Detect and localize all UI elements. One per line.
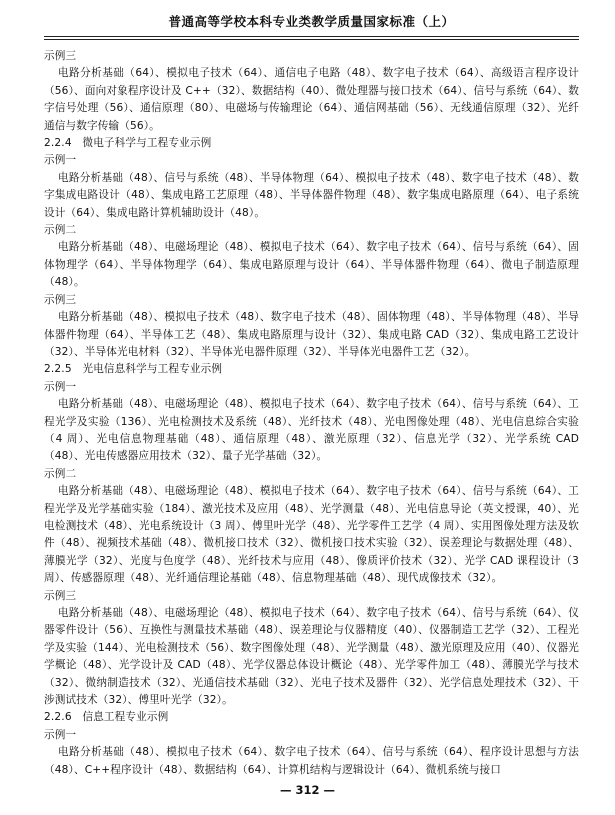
example-label: 示例一 <box>44 154 77 167</box>
page-number: — 312 — <box>279 783 335 797</box>
section-heading: 2.2.5 光电信息科学与工程专业示例 <box>44 363 223 376</box>
example-label: 示例三 <box>44 50 77 62</box>
header-rule-thick <box>44 36 579 37</box>
course-list-paragraph: 电路分析基础（48）、信号与系统（48）、半导体物理（64）、模拟电子技术（48）、数字电子技术（48）、数字集成电路设计（48）、集成电路工艺原理（48）、半导体器件物理（48）、数字集成电路原理（64）、电子系统设计（64）、集成电路计算机辅助设计（48）。 <box>44 171 579 219</box>
example-label: 示例三 <box>44 589 77 602</box>
example-label: 示例一 <box>44 380 77 393</box>
course-list-paragraph: 电路分析基础（48）、电磁场理论（48）、模拟电子技术（64）、数字电子技术（64）、信号与系统（64）、仪器零件设计（56）、互换性与测量技术基础（48）、误差理论与仪器精度（40）、仪器制造工艺学（32）、工程光学及实验（144）、光电检测技术（56）、数字图像处理（48）、光学测量（48）、激光原理及应用（40）、仪器光学概论（48）、光学设计及 CAD（48）、光学仪器总体设计概论（48）、光学零件加工（48）、薄膜光学与技术（32）、微纳制造技术（32）、光通信技术基础（32）、光电子技术及器件（32）、光学信息处理技术（32）、干涉测试技术（32）、傅里叶光学（32）。 <box>44 607 579 707</box>
example-label: 示例二 <box>44 467 77 480</box>
page-body <box>44 48 579 779</box>
example-label: 示例一 <box>44 728 77 741</box>
course-list-paragraph: 电路分析基础（48）、电磁场理论（48）、模拟电子技术（64）、数字电子技术（64）、信号与系统（64）、工程光学及实验（136）、光电检测技术及系统（48）、光纤技术（48）、光电图像处理（48）、光电信息综合实验（4 周）、光电信息物理基础（48）、通信原理（48）、激光原理（32）、信息光学（32）、光学系统 CAD（48）、光电传感器应用技术（32）、量子光学基础（32）。 <box>44 398 579 463</box>
section-heading: 2.2.4 微电子科学与工程专业示例 <box>44 137 212 150</box>
course-list-paragraph: 电路分析基础（64）、模拟电子技术（64）、通信电子电路（48）、数字电子技术（64）、高级语言程序设计（56）、面向对象程序设计及 C++（32）、数据结构（40）、微处理器与接口技术（64）、信号与系统（64）、数字信号处理（56）、通信原理（80）、电磁场与传输理论（64）、通信网基础（56）、无线通信原理（32）、光纤通信与数字传输（56）。 <box>44 67 579 132</box>
course-list-paragraph: 电路分析基础（48）、模拟电子技术（64）、数字电子技术（64）、信号与系统（64）、程序设计思想与方法（48）、C++程序设计（48）、数据结构（64）、计算机结构与逻辑设计（64）、微机系统与接口 <box>44 746 579 776</box>
header-rule-thin <box>44 39 579 40</box>
course-list-paragraph: 电路分析基础（48）、电磁场理论（48）、模拟电子技术（64）、数字电子技术（64）、信号与系统（64）、工程光学及光学基础实验（184）、激光技术及应用（48）、光学测量（48）、光电信息导论（英文授课，40）、光电检测技术（48）、光电系统设计（3 周）、傅里叶光学（48）、光学零件工艺学（4 周）、实用图像处理方法及软件（48）、视频技术基础（48）、微机接口技术（32）、微机接口技术实验（32）、误差理论与数据处理（48）、薄膜光学（32）、光度与色度学（48）、光纤技术与应用（48）、像质评价技术（32）、光学 CAD 课程设计（3 周）、传感器原理（48）、光纤通信理论基础（48）、信息物理基础（48）、现代成像技术（32）。 <box>44 485 579 585</box>
example-label: 示例三 <box>44 293 77 306</box>
running-header: 普通高等学校本科专业类教学质量国家标准（上） <box>168 14 455 29</box>
course-list-paragraph: 电路分析基础（48）、模拟电子技术（48）、数字电子技术（48）、固体物理（48）、半导体物理（48）、半导体器件物理（64）、半导体工艺（48）、集成电路原理与设计（32）、集成电路 CAD（32）、集成电路工艺设计（32）、半导体光电材料（32）、半导体光电器件原理（32）、半导体光电器件工艺（32）。 <box>44 311 579 358</box>
example-label: 示例二 <box>44 224 77 237</box>
course-list-paragraph: 电路分析基础（48）、电磁场理论（48）、模拟电子技术（64）、数字电子技术（64）、信号与系统（64）、固体物理学（64）、半导体物理学（64）、集成电路原理与设计（64）、半导体器件物理（64）、微电子制造原理（48）。 <box>44 241 579 289</box>
section-heading: 2.2.6 信息工程专业示例 <box>44 711 169 724</box>
